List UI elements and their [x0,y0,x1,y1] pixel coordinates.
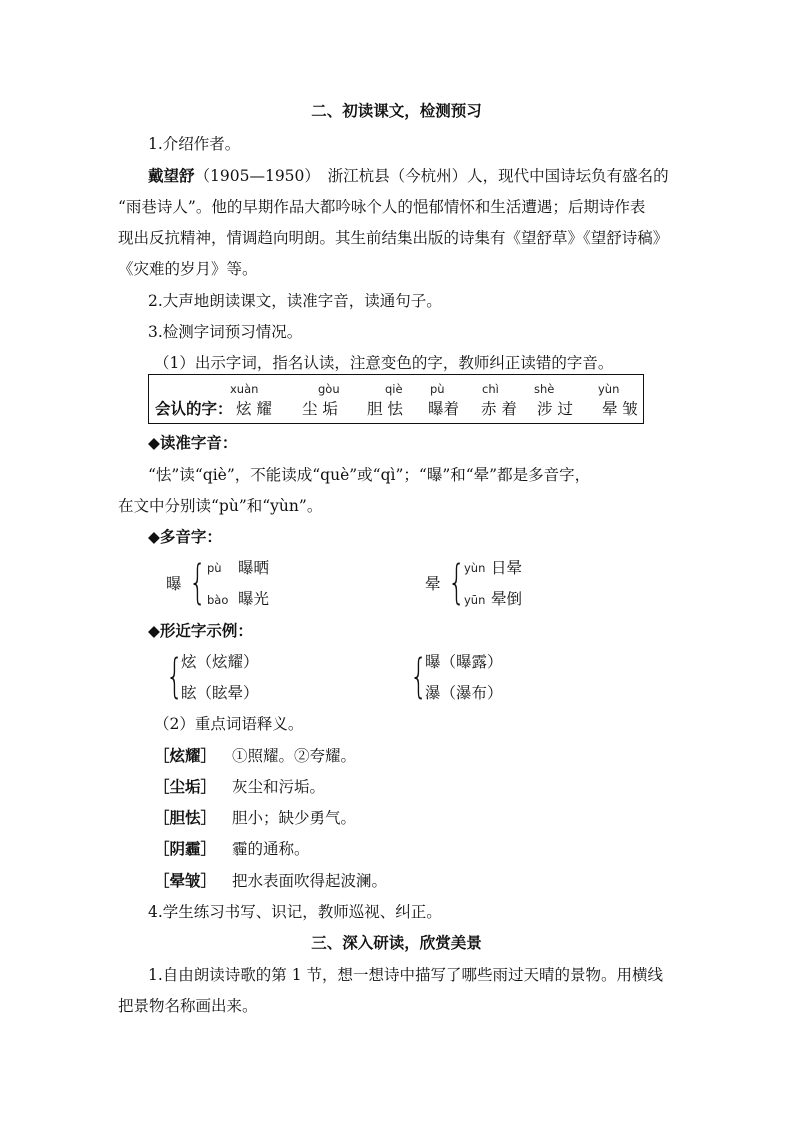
vocab-heading: （2）重点词语释义。 [154,715,304,733]
brace-icon: { [188,555,207,609]
author-paragraph-line [148,166,669,186]
author-paragraph-line: 《灾难的岁月》等。 [118,260,258,278]
similar-item: 瀑（瀑布） [425,684,503,702]
polyphonic-heading: ◆多音字： [148,527,222,546]
pinyin-label: pù [430,382,445,396]
word-item: 胆 怯 [367,400,403,418]
author-paragraph-line: “雨巷诗人”。他的早期作品大都吟咏个人的悒郁情怀和生活遭遇；后期诗作表 [118,198,646,216]
section-title: 二、初读课文，检测预习 [311,101,482,120]
word-box-label: 会认的字： [155,399,233,418]
vocab-term: ［尘垢］ [154,777,217,796]
similar-item: 眩（眩晕） [181,684,259,702]
pronunciation-text: “怯”读“qiè”，不能读成“què”或“qì”；“曝”和“晕”都是多音字， [148,466,591,484]
pronunciation-heading: ◆读准字音： [148,433,238,452]
pinyin-label: yùn [464,561,486,575]
item-intro-author: 1.介绍作者。 [148,135,241,153]
item-check-words: 3.检测字词预习情况。 [148,323,303,341]
section3-item: 1.自由朗读诗歌的第 1 节，想一想诗中描写了哪些雨过天晴的景物。用横线 [148,966,664,984]
item-show-words: （1）出示字词，指名认读，注意变色的字，教师纠正读错的字音。 [154,354,614,372]
pinyin-label: yùn [598,382,620,396]
polyphonic-example: 曝光 [238,590,270,608]
word-item: 涉 过 [537,400,573,418]
word-item: 赤 着 [481,400,517,418]
item-practice: 4.学生练习书写、识记，教师巡视、纠正。 [148,903,442,921]
word-item: 炫 耀 [236,400,272,418]
brace-icon: { [447,555,466,609]
section-title: 三、深入研读，欣赏美景 [311,933,482,952]
vocab-definition: 胆小；缺少勇气。 [232,809,357,827]
brace-icon: { [165,649,184,703]
item-read-aloud: 2.大声地朗读课文，读准字音，读通句子。 [148,292,442,310]
vocab-term: ［晕皱］ [154,871,217,890]
word-item: 曝着 [428,400,460,418]
author-paragraph-line: 现出反抗精神，情调趋向明朗。其生前结集出版的诗集有《望舒草》《望舒诗稿》 [118,229,669,247]
vocab-definition: 灰尘和污垢。 [232,778,326,796]
pinyin-label: qiè [385,382,403,396]
pinyin-label: chì [482,382,499,396]
vocab-term: ［胆怯］ [154,808,217,827]
pinyin-label: shè [534,382,555,396]
similar-item: 曝（曝露） [425,653,503,671]
author-name: 戴望舒 [148,166,195,185]
vocab-term: ［阴霾］ [154,839,217,858]
section3-item: 把景物名称画出来。 [118,997,258,1015]
author-bio-text: （1905—1950） 浙江杭县（今杭州）人，现代中国诗坛负有盛名的 [194,167,669,185]
polyphonic-char: 晕 [425,575,441,593]
vocab-definition: 把水表面吹得起波澜。 [232,872,388,890]
vocab-definition: 霾的通称。 [232,840,310,858]
pinyin-label: xuàn [230,382,259,396]
pronunciation-text: 在文中分别读“pù”和“yùn”。 [118,497,323,515]
pinyin-label: bào [207,593,229,607]
pinyin-label: yūn [464,593,486,607]
word-item: 尘 垢 [302,400,338,418]
vocab-term: ［炫耀］ [154,746,217,765]
polyphonic-char: 曝 [166,575,182,593]
polyphonic-example: 晕倒 [491,590,523,608]
pinyin-label: gòu [318,382,340,396]
brace-icon: { [409,649,428,703]
polyphonic-example: 日晕 [491,559,523,577]
polyphonic-example: 曝晒 [238,559,270,577]
pinyin-label: pù [207,561,222,575]
similar-item: 炫（炫耀） [181,653,259,671]
vocab-definition: ①照耀。②夸耀。 [232,747,357,765]
similar-heading: ◆形近字示例： [148,621,253,640]
word-item: 晕 皱 [602,400,638,418]
